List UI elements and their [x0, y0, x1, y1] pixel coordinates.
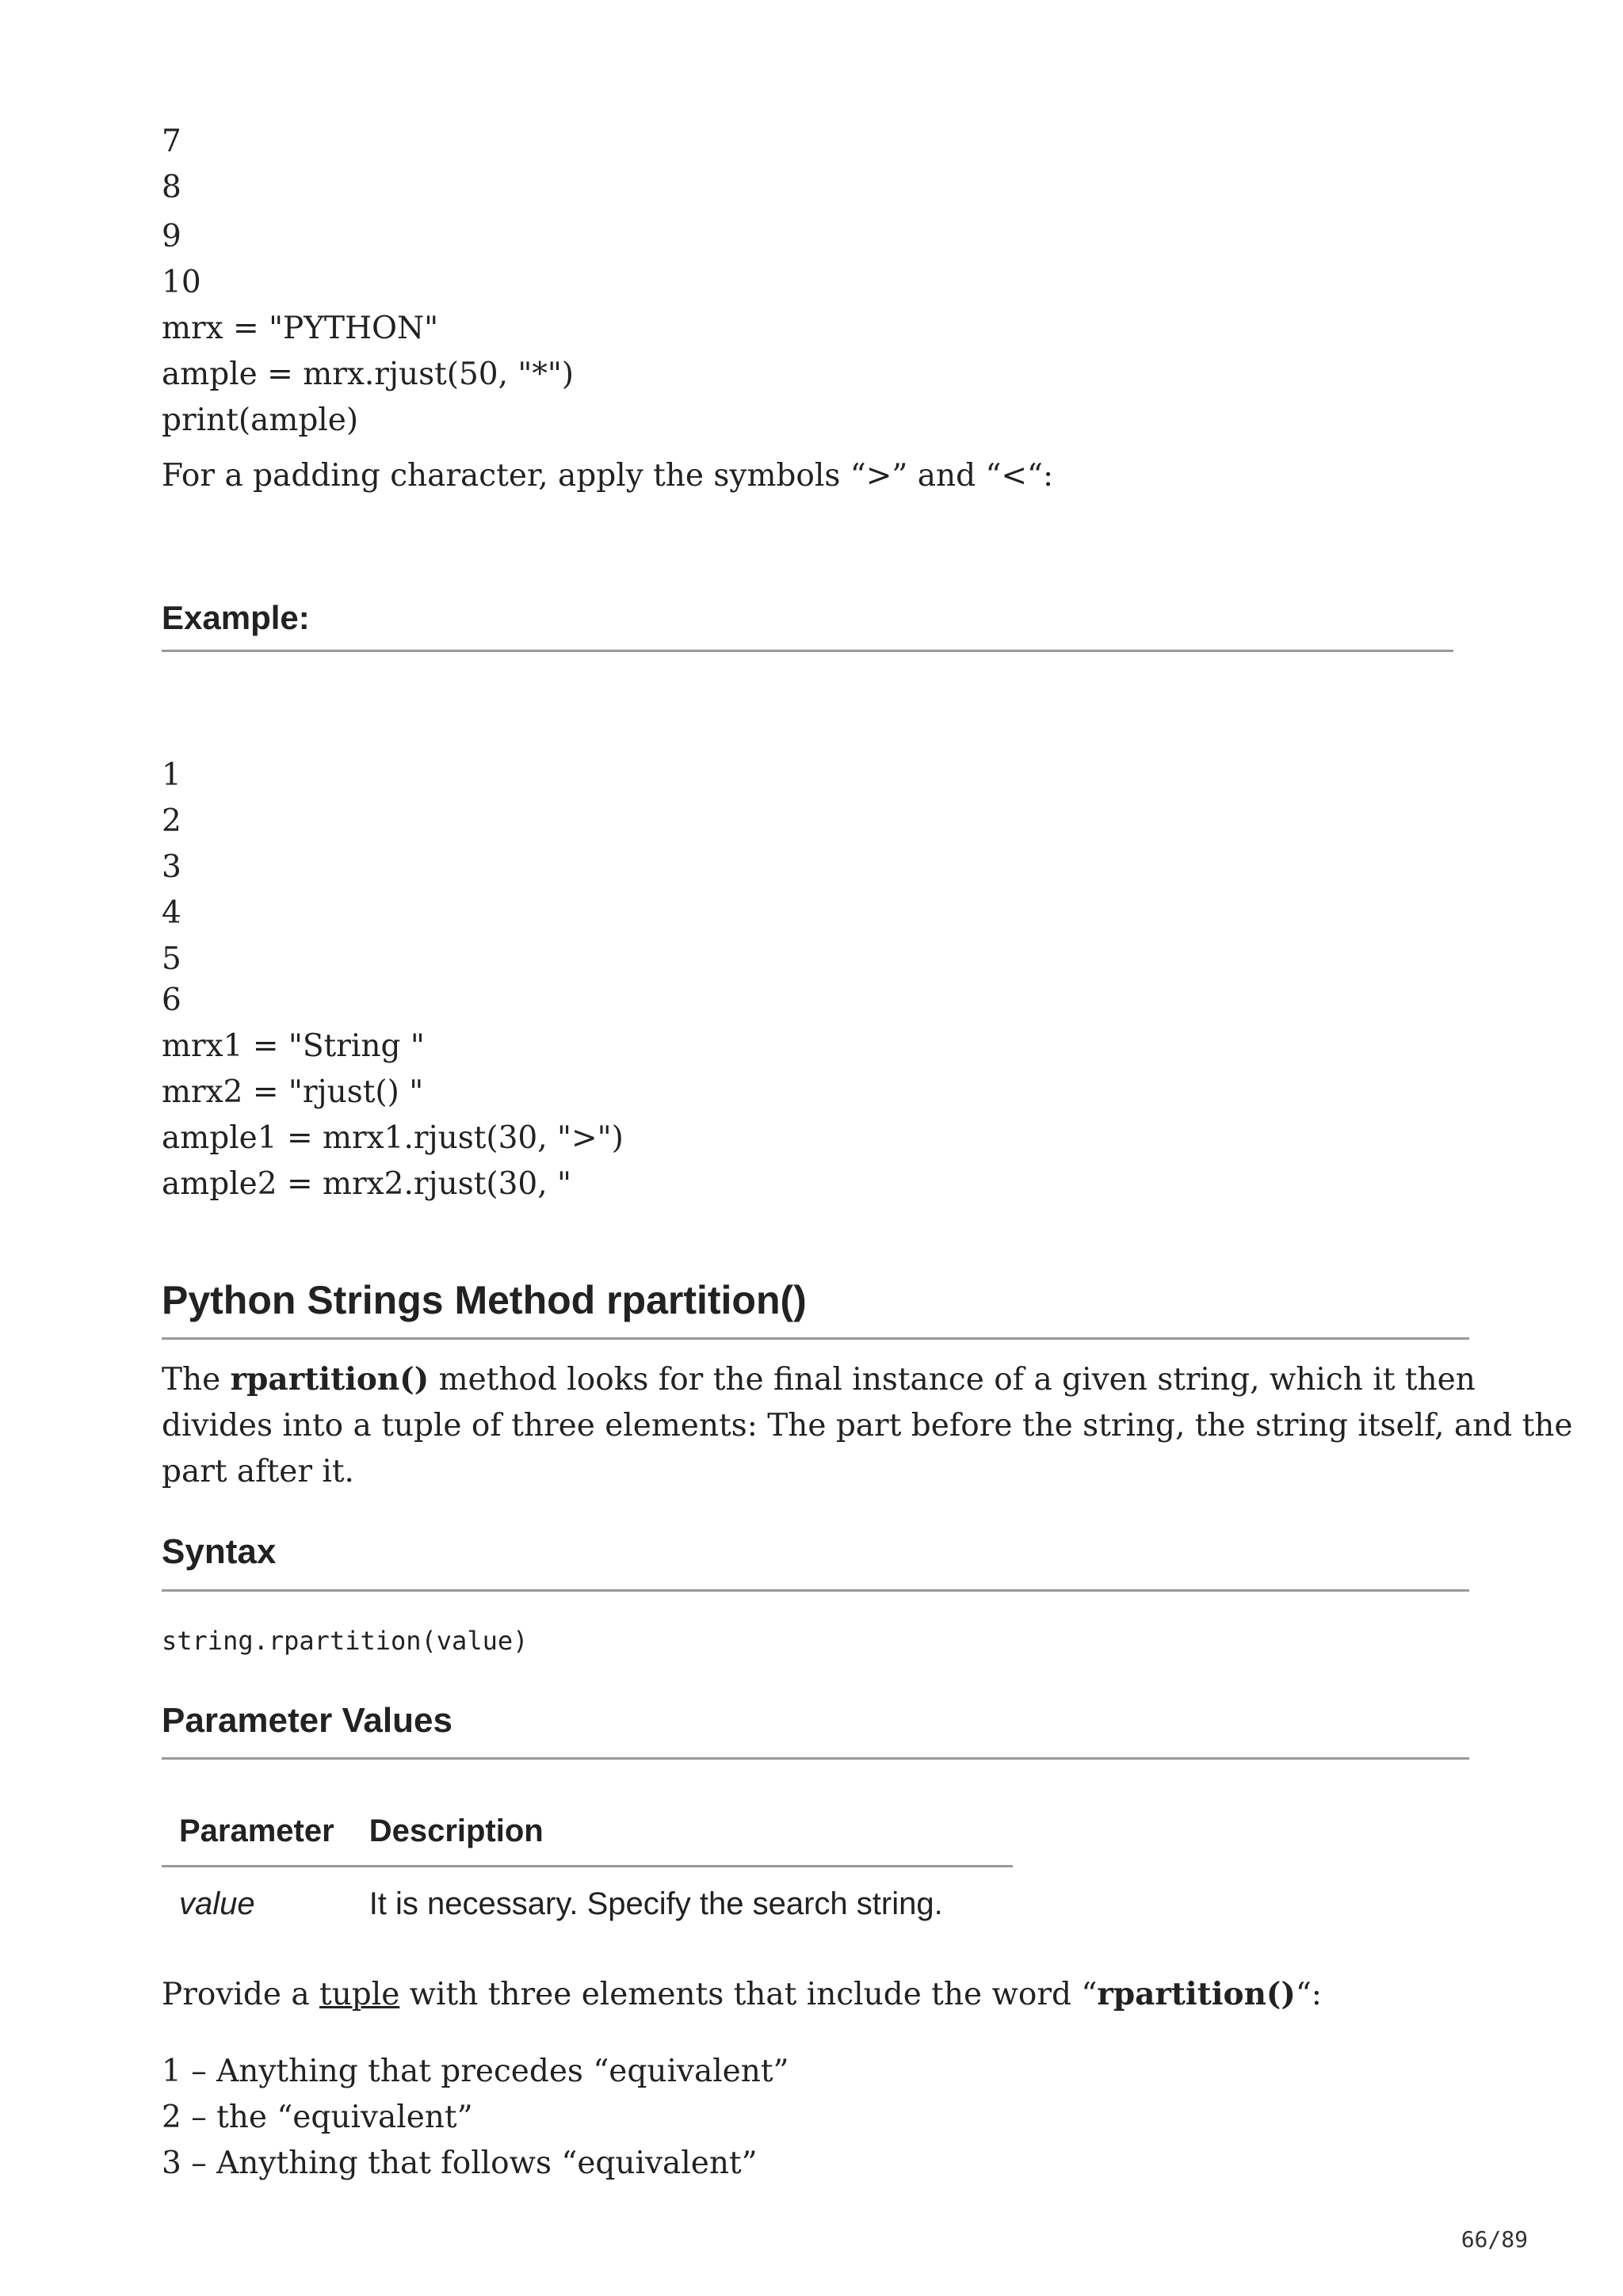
code-line: mrx2 = "rjust() "	[162, 1074, 424, 1110]
code-line: ample2 = mrx2.rjust(30, "	[162, 1166, 571, 1202]
code-line: ample1 = mrx1.rjust(30, ">")	[162, 1120, 624, 1156]
tuple-prefix: Provide a	[162, 1977, 319, 2012]
code-line: mrx = "PYTHON"	[162, 311, 439, 346]
line-number: 7	[162, 124, 181, 159]
intro-line-2: divides into a tuple of three elements: The part before the string, the string itself, and the	[162, 1408, 1573, 1444]
list-item: 2 – the “equivalent”	[162, 2100, 473, 2135]
line-number: 3	[162, 849, 181, 885]
list-item: 3 – Anything that follows “equivalent”	[162, 2145, 758, 2181]
code-block-2	[162, 753, 624, 1207]
parameter-table	[162, 1797, 1013, 1940]
tuple-link[interactable]: tuple	[319, 1977, 400, 2012]
line-number: 9	[162, 219, 181, 254]
intro-line-3: part after it.	[162, 1454, 354, 1489]
parameter-description: It is necessary. Specify the search string.	[369, 1886, 943, 1921]
syntax-code: string.rpartition(value)	[162, 1626, 529, 1656]
parameter-values-heading: Parameter Values	[162, 1701, 453, 1740]
result-list	[162, 2049, 789, 2187]
syntax-divider	[162, 1589, 1469, 1592]
section-title: Python Strings Method rpartition()	[162, 1278, 807, 1322]
line-number: 8	[162, 170, 181, 205]
example-heading: Example:	[162, 599, 310, 636]
list-item: 1 – Anything that precedes “equivalent”	[162, 2054, 789, 2089]
parameter-name: value	[179, 1886, 255, 1921]
section-divider	[162, 1337, 1469, 1340]
parameter-values-divider	[162, 1757, 1469, 1760]
code-line: ample = mrx.rjust(50, "*")	[162, 357, 575, 392]
intro-paragraph	[162, 1356, 1573, 1495]
tuple-bold: rpartition()	[1097, 1976, 1296, 2012]
intro-line-1	[162, 1356, 1573, 1403]
tuple-paragraph	[162, 1971, 1322, 2018]
syntax-heading: Syntax	[162, 1532, 277, 1571]
tuple-middle: with three elements that include the word “	[399, 1977, 1098, 2012]
line-number: 5	[162, 941, 181, 977]
page-number: 66/89	[1461, 2226, 1528, 2252]
column-header-parameter: Parameter	[162, 1797, 352, 1867]
padding-paragraph: For a padding character, apply the symbols “>” and “<“:	[162, 458, 1054, 494]
code-line: mrx1 = "String "	[162, 1028, 425, 1064]
code-block-1	[162, 119, 574, 444]
method-name-bold: rpartition()	[230, 1361, 430, 1398]
line-number: 1	[162, 757, 181, 793]
tuple-suffix: “:	[1295, 1977, 1322, 2012]
column-header-description: Description	[352, 1797, 1013, 1867]
example-divider	[162, 650, 1453, 652]
line-number: 6	[162, 982, 181, 1018]
line-number: 4	[162, 895, 181, 931]
line-number: 10	[162, 265, 201, 300]
intro-prefix: The	[162, 1362, 231, 1398]
table-row	[162, 1867, 1013, 1941]
table-header-row	[162, 1797, 1013, 1867]
line-number: 2	[162, 803, 181, 839]
code-line: print(ample)	[162, 402, 359, 438]
intro-rest: method looks for the final instance of a given string, which it then	[429, 1362, 1476, 1398]
